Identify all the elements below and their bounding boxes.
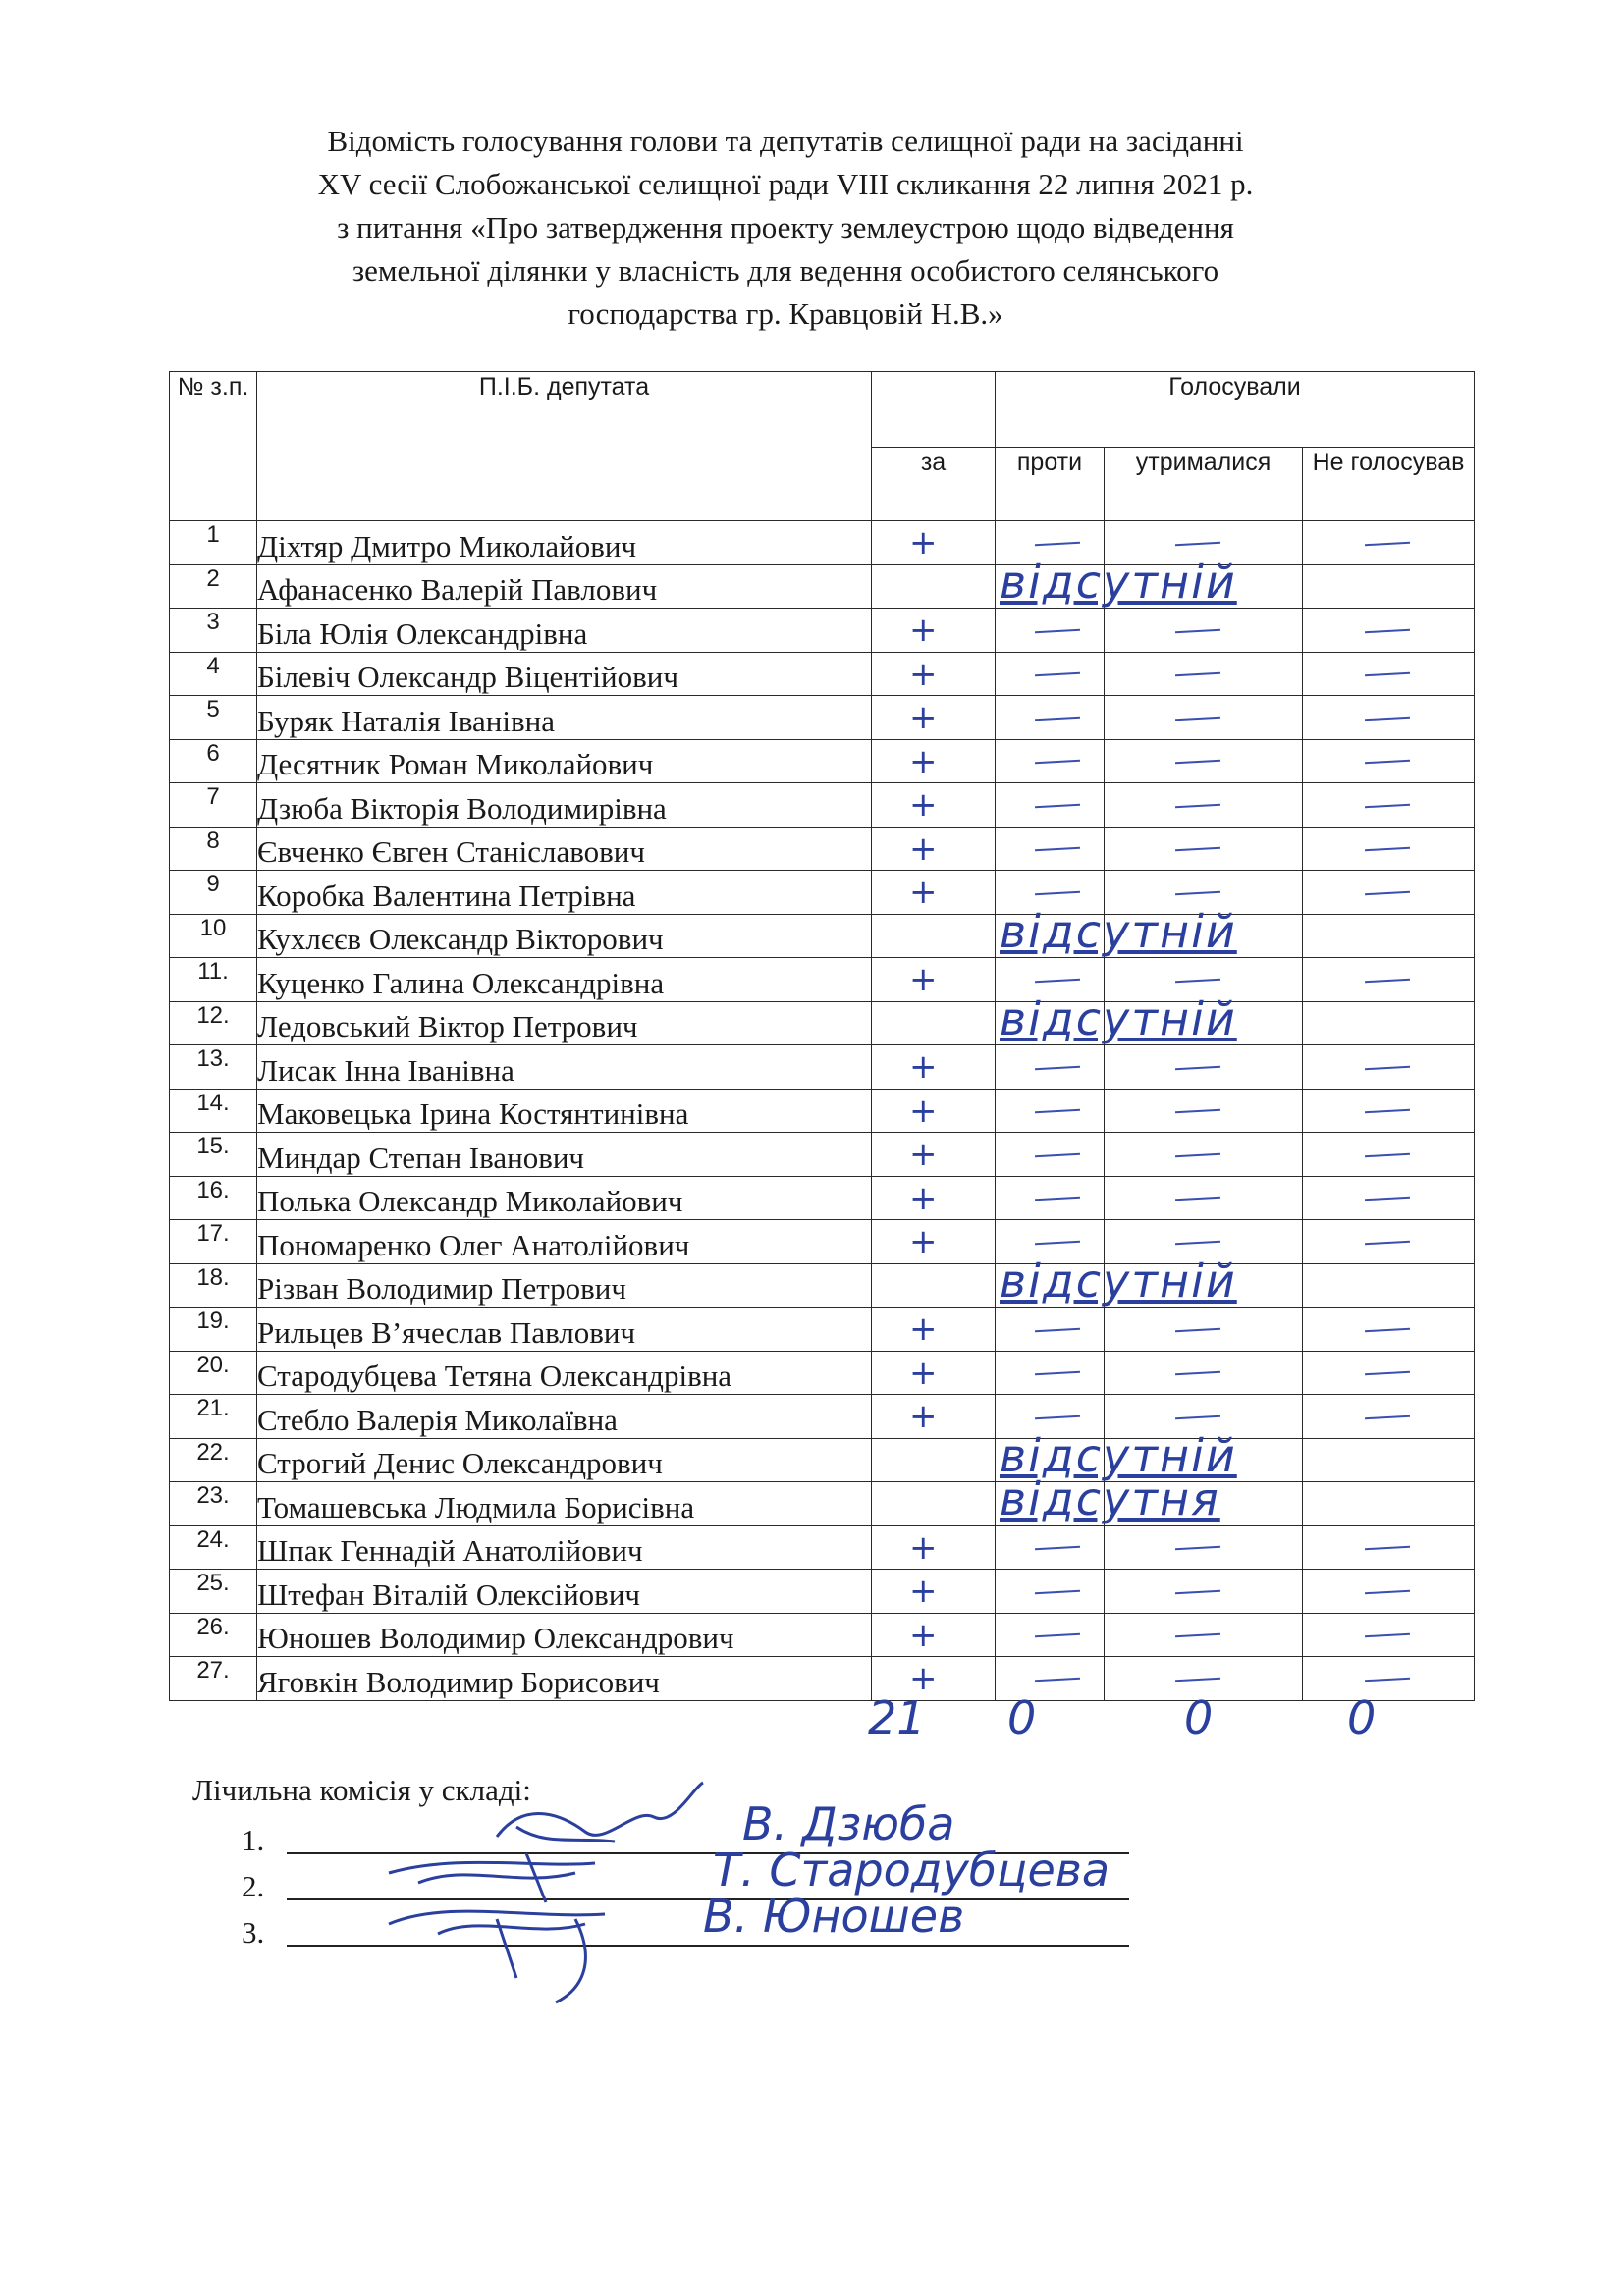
dash-mark xyxy=(1365,1109,1410,1113)
vote-against xyxy=(996,1525,1105,1570)
vote-abstained xyxy=(1105,1089,1303,1133)
table-row xyxy=(170,827,1475,871)
vote-for xyxy=(872,555,1237,609)
vote-mark: + xyxy=(909,828,938,869)
table-row xyxy=(170,1613,1475,1657)
dash-mark xyxy=(1035,1066,1080,1070)
voting-table xyxy=(169,371,1475,1701)
title-line: Відомість голосування голови та депутатів селищної ради на засіданні xyxy=(327,124,1244,158)
vote-mark: + xyxy=(909,1135,938,1174)
vote-abstained xyxy=(1105,696,1303,740)
vote-against xyxy=(996,1570,1105,1614)
vote-abstained xyxy=(1105,1176,1303,1220)
deputy-name: Пономаренко Олег Анатолійович xyxy=(257,1220,872,1264)
row-number: 23. xyxy=(170,1482,257,1526)
vote-mark: + xyxy=(909,1178,938,1218)
vote-not-voted xyxy=(1303,1438,1475,1482)
vote-for xyxy=(872,904,1237,958)
deputy-name: Куценко Галина Олександрівна xyxy=(257,958,872,1002)
dash-mark xyxy=(1035,847,1080,851)
row-number: 5 xyxy=(170,696,257,740)
dash-mark xyxy=(1175,1590,1220,1594)
vote-for xyxy=(872,696,996,740)
dash-mark xyxy=(1175,542,1220,546)
vote-for xyxy=(872,1395,996,1439)
vote-against xyxy=(996,1001,1105,1045)
vote-not-voted xyxy=(1303,871,1475,915)
vote-mark: + xyxy=(909,611,938,650)
deputy-name: Коробка Валентина Петрівна xyxy=(257,871,872,915)
deputy-name: Маковецька Ірина Костянтинівна xyxy=(257,1089,872,1133)
vote-for xyxy=(872,871,996,915)
vote-against xyxy=(996,827,1105,871)
dash-mark xyxy=(1035,672,1080,676)
vote-not-voted xyxy=(1303,652,1475,696)
row-number: 3 xyxy=(170,609,257,653)
dash-mark xyxy=(1035,891,1080,895)
table-row xyxy=(170,1395,1475,1439)
dash-mark xyxy=(1175,891,1220,895)
vote-against xyxy=(996,1613,1105,1657)
deputy-name: Стародубцева Тетяна Олександрівна xyxy=(257,1351,872,1395)
deputy-name: Стебло Валерія Миколаївна xyxy=(257,1395,872,1439)
dash-mark xyxy=(1175,1415,1220,1419)
deputy-name: Кухлєєв Олександр Вікторович xyxy=(257,914,872,958)
deputy-name: Шпак Геннадій Анатолійович xyxy=(257,1525,872,1570)
vote-for xyxy=(872,1428,1237,1482)
vote-against xyxy=(996,783,1105,828)
dash-mark xyxy=(1175,1066,1220,1070)
vote-mark: + xyxy=(909,960,938,999)
table-row xyxy=(170,564,1475,609)
table-row xyxy=(170,1133,1475,1177)
deputy-name: Миндар Степан Іванович xyxy=(257,1133,872,1177)
dash-mark xyxy=(1365,1415,1410,1419)
vote-against xyxy=(996,1176,1105,1220)
vote-for xyxy=(872,1045,996,1090)
vote-mark: + xyxy=(909,1527,938,1568)
vote-not-voted xyxy=(1303,1001,1475,1045)
dash-mark xyxy=(1035,1590,1080,1594)
row-number: 4 xyxy=(170,652,257,696)
dash-mark xyxy=(1175,1241,1220,1245)
table-row xyxy=(170,609,1475,653)
vote-not-voted xyxy=(1303,1089,1475,1133)
vote-for xyxy=(872,739,996,783)
vote-for xyxy=(872,521,996,565)
dash-mark xyxy=(1365,717,1410,721)
table-row xyxy=(170,521,1475,565)
line-number: 3. xyxy=(242,1915,265,1949)
dash-mark xyxy=(1035,1328,1080,1332)
vote-mark: + xyxy=(909,873,938,912)
row-number: 16. xyxy=(170,1176,257,1220)
vote-for xyxy=(872,1472,1220,1526)
vote-not-voted xyxy=(1303,1613,1475,1657)
vote-mark: + xyxy=(909,785,938,825)
dash-mark xyxy=(1365,1633,1410,1637)
vote-abstained xyxy=(1105,827,1303,871)
table-row xyxy=(170,1263,1475,1308)
vote-not-voted xyxy=(1303,1482,1475,1526)
document-title xyxy=(157,120,1414,336)
dash-mark xyxy=(1175,1109,1220,1113)
dash-mark xyxy=(1035,760,1080,764)
dash-mark xyxy=(1175,760,1220,764)
header-for: за xyxy=(872,448,996,521)
title-line: господарства гр. Кравцовій Н.В.» xyxy=(568,296,1003,331)
table-row xyxy=(170,1176,1475,1220)
row-number: 1 xyxy=(170,521,257,565)
row-number: 9 xyxy=(170,871,257,915)
vote-for xyxy=(872,609,996,653)
vote-for xyxy=(872,1133,996,1177)
dash-mark xyxy=(1365,1197,1410,1201)
row-number: 10 xyxy=(170,914,257,958)
table-row xyxy=(170,739,1475,783)
deputy-name: Буряк Наталія Іванівна xyxy=(257,696,872,740)
vote-abstained xyxy=(1105,1351,1303,1395)
dash-mark xyxy=(1175,1371,1220,1375)
dash-mark xyxy=(1035,1153,1080,1157)
row-number: 17. xyxy=(170,1220,257,1264)
deputy-name: Юношев Володимир Олександрович xyxy=(257,1613,872,1657)
vote-mark: + xyxy=(909,654,938,694)
dash-mark xyxy=(1175,1197,1220,1201)
row-number: 26. xyxy=(170,1613,257,1657)
dash-mark xyxy=(1035,1371,1080,1375)
vote-abstained xyxy=(1105,914,1303,958)
total-against: 0 xyxy=(1007,1691,1037,1744)
vote-not-voted xyxy=(1303,1220,1475,1264)
vote-abstained xyxy=(1105,609,1303,653)
table-row xyxy=(170,783,1475,828)
table-row xyxy=(170,1438,1475,1482)
vote-for xyxy=(872,1220,996,1264)
vote-not-voted xyxy=(1303,696,1475,740)
table-row xyxy=(170,958,1475,1002)
dash-mark xyxy=(1035,717,1080,721)
table-row xyxy=(170,696,1475,740)
dash-mark xyxy=(1365,979,1410,983)
vote-mark: + xyxy=(909,523,938,562)
dash-mark xyxy=(1035,1241,1080,1245)
dash-mark xyxy=(1035,979,1080,983)
line-number: 2. xyxy=(242,1869,265,1903)
deputy-name: Томашевська Людмила Борисівна xyxy=(257,1482,872,1526)
row-number: 19. xyxy=(170,1308,257,1352)
vote-against xyxy=(996,1089,1105,1133)
absent-note: відсутній xyxy=(1000,1254,1237,1308)
deputy-name: Дзюба Вікторія Володимирівна xyxy=(257,783,872,828)
row-number: 18. xyxy=(170,1263,257,1308)
title-line: XV сесії Слобожанської селищної ради VIII скликання 22 липня 2021 р. xyxy=(317,167,1254,201)
vote-abstained xyxy=(1105,1613,1303,1657)
vote-against xyxy=(996,652,1105,696)
row-number: 27. xyxy=(170,1657,257,1701)
vote-abstained xyxy=(1105,1308,1303,1352)
header-number: № з.п. xyxy=(170,372,257,521)
table-row xyxy=(170,1657,1475,1701)
vote-against xyxy=(996,1263,1105,1308)
dash-mark xyxy=(1365,804,1410,808)
commission-label: Лічильна комісія у складі: xyxy=(192,1773,531,1807)
dash-mark xyxy=(1365,1328,1410,1332)
row-number: 21. xyxy=(170,1395,257,1439)
vote-not-voted xyxy=(1303,1525,1475,1570)
vote-abstained xyxy=(1105,1263,1303,1308)
absent-note: відсутній xyxy=(1000,991,1237,1045)
dash-mark xyxy=(1175,629,1220,633)
row-number: 11. xyxy=(170,958,257,1002)
row-number: 15. xyxy=(170,1133,257,1177)
signature-name: В. Дзюба xyxy=(742,1797,955,1850)
vote-not-voted xyxy=(1303,1351,1475,1395)
vote-against xyxy=(996,609,1105,653)
vote-not-voted xyxy=(1303,564,1475,609)
row-number: 6 xyxy=(170,739,257,783)
dash-mark xyxy=(1365,847,1410,851)
dash-mark xyxy=(1365,1590,1410,1594)
vote-abstained xyxy=(1105,783,1303,828)
deputy-name: Ледовський Віктор Петрович xyxy=(257,1001,872,1045)
deputy-name: Біла Юлія Олександрівна xyxy=(257,609,872,653)
vote-for xyxy=(872,991,1237,1045)
absent-note: відсутній xyxy=(1000,904,1237,958)
vote-not-voted xyxy=(1303,1045,1475,1090)
total-for: 21 xyxy=(868,1691,926,1744)
dash-mark xyxy=(1365,672,1410,676)
vote-mark: + xyxy=(909,1091,938,1131)
vote-against xyxy=(996,1045,1105,1090)
table-row xyxy=(170,652,1475,696)
table-row xyxy=(170,1045,1475,1090)
vote-for xyxy=(872,1308,996,1352)
deputy-name: Діхтяр Дмитро Миколайович xyxy=(257,521,872,565)
table-row xyxy=(170,1220,1475,1264)
vote-mark: + xyxy=(909,1659,938,1698)
vote-not-voted xyxy=(1303,739,1475,783)
dash-mark xyxy=(1175,804,1220,808)
table-row xyxy=(170,1308,1475,1352)
deputy-name: Євченко Євген Станіславович xyxy=(257,827,872,871)
table-row xyxy=(170,1351,1475,1395)
deputy-name: Афанасенко Валерій Павлович xyxy=(257,564,872,609)
dash-mark xyxy=(1175,979,1220,983)
table-row xyxy=(170,1570,1475,1614)
line-number: 1. xyxy=(242,1823,265,1857)
table-row xyxy=(170,871,1475,915)
vote-for xyxy=(872,958,996,1002)
dash-mark xyxy=(1035,1633,1080,1637)
vote-mark: + xyxy=(909,1047,938,1087)
vote-for xyxy=(872,1525,996,1570)
deputy-name: Полька Олександр Миколайович xyxy=(257,1176,872,1220)
dash-mark xyxy=(1175,717,1220,721)
vote-against xyxy=(996,1482,1105,1526)
vote-abstained xyxy=(1105,564,1303,609)
dash-mark xyxy=(1365,629,1410,633)
dash-mark xyxy=(1365,1153,1410,1157)
row-number: 14. xyxy=(170,1089,257,1133)
signature-name: В. Юношев xyxy=(703,1890,965,1943)
header-not-voted: Не голосував xyxy=(1303,448,1475,521)
vote-abstained xyxy=(1105,1001,1303,1045)
total-abstained: 0 xyxy=(1184,1691,1214,1744)
dash-mark xyxy=(1035,1546,1080,1550)
vote-mark: + xyxy=(909,1572,938,1611)
dash-mark xyxy=(1035,1109,1080,1113)
vote-for xyxy=(872,652,996,696)
title-line: з питання «Про затвердження проекту землеустрою щодо відведення xyxy=(337,210,1234,244)
vote-for xyxy=(872,1176,996,1220)
vote-against xyxy=(996,696,1105,740)
dash-mark xyxy=(1175,1633,1220,1637)
dash-mark xyxy=(1175,1678,1220,1682)
vote-against xyxy=(996,1133,1105,1177)
dash-mark xyxy=(1035,1678,1080,1682)
row-number: 20. xyxy=(170,1351,257,1395)
vote-mark: + xyxy=(909,1615,938,1655)
vote-abstained xyxy=(1105,1045,1303,1090)
header-against: проти xyxy=(996,448,1105,521)
vote-abstained xyxy=(1105,652,1303,696)
row-number: 12. xyxy=(170,1001,257,1045)
commission-line xyxy=(192,1890,965,1955)
deputy-name: Яговкін Володимир Борисович xyxy=(257,1657,872,1701)
title-line: земельної ділянки у власність для ведення особистого селянського xyxy=(352,253,1219,288)
vote-against xyxy=(996,564,1105,609)
vote-for xyxy=(872,1570,996,1614)
row-number: 7 xyxy=(170,783,257,828)
vote-not-voted xyxy=(1303,1570,1475,1614)
header-name: П.І.Б. депутата xyxy=(257,372,872,521)
dash-mark xyxy=(1365,1678,1410,1682)
signature-name: Т. Стародубцева xyxy=(713,1843,1110,1896)
vote-mark: + xyxy=(909,698,938,737)
vote-not-voted xyxy=(1303,827,1475,871)
deputy-name: Десятник Роман Миколайович xyxy=(257,739,872,783)
row-number: 2 xyxy=(170,564,257,609)
vote-mark: + xyxy=(909,1353,938,1393)
vote-not-voted xyxy=(1303,1263,1475,1308)
vote-not-voted xyxy=(1303,1395,1475,1439)
vote-for xyxy=(872,1613,996,1657)
dash-mark xyxy=(1365,1066,1410,1070)
vote-not-voted xyxy=(1303,914,1475,958)
dash-mark xyxy=(1175,1546,1220,1550)
dash-mark xyxy=(1035,804,1080,808)
vote-against xyxy=(996,1351,1105,1395)
dash-mark xyxy=(1035,1415,1080,1419)
vote-abstained xyxy=(1105,1133,1303,1177)
vote-for xyxy=(872,1254,1237,1308)
row-number: 8 xyxy=(170,827,257,871)
row-number: 25. xyxy=(170,1570,257,1614)
table-row xyxy=(170,1482,1475,1526)
vote-for xyxy=(872,1089,996,1133)
total-not-voted: 0 xyxy=(1347,1691,1377,1744)
vote-not-voted xyxy=(1303,1133,1475,1177)
dash-mark xyxy=(1175,1328,1220,1332)
row-number: 24. xyxy=(170,1525,257,1570)
absent-note: відсутній xyxy=(1000,555,1237,609)
dash-mark xyxy=(1365,1546,1410,1550)
vote-mark: + xyxy=(909,1309,938,1349)
signature-scribble xyxy=(379,1880,693,2017)
vote-not-voted xyxy=(1303,958,1475,1002)
vote-not-voted xyxy=(1303,1308,1475,1352)
header-empty xyxy=(872,372,996,448)
dash-mark xyxy=(1035,1197,1080,1201)
dash-mark xyxy=(1175,672,1220,676)
absent-note: відсутня xyxy=(1000,1472,1220,1525)
dash-mark xyxy=(1365,891,1410,895)
table-row xyxy=(170,1001,1475,1045)
vote-not-voted xyxy=(1303,1657,1475,1701)
deputy-name: Різван Володимир Петрович xyxy=(257,1263,872,1308)
header-abstained: утрималися xyxy=(1105,448,1303,521)
vote-mark: + xyxy=(909,741,938,781)
dash-mark xyxy=(1035,542,1080,546)
vote-not-voted xyxy=(1303,521,1475,565)
table-row xyxy=(170,1525,1475,1570)
vote-not-voted xyxy=(1303,609,1475,653)
deputy-name: Лисак Інна Іванівна xyxy=(257,1045,872,1090)
vote-abstained xyxy=(1105,1525,1303,1570)
dash-mark xyxy=(1365,1241,1410,1245)
vote-against xyxy=(996,914,1105,958)
absent-note: відсутній xyxy=(1000,1428,1237,1482)
dash-mark xyxy=(1365,760,1410,764)
vote-not-voted xyxy=(1303,1176,1475,1220)
vote-mark: + xyxy=(909,1222,938,1261)
table-row xyxy=(170,1089,1475,1133)
row-number: 13. xyxy=(170,1045,257,1090)
dash-mark xyxy=(1365,1371,1410,1375)
deputy-name: Білевіч Олександр Віцентійович xyxy=(257,652,872,696)
deputy-name: Рильцев В’ячеслав Павлович xyxy=(257,1308,872,1352)
dash-mark xyxy=(1365,542,1410,546)
table-row xyxy=(170,914,1475,958)
row-number: 22. xyxy=(170,1438,257,1482)
vote-against xyxy=(996,1308,1105,1352)
dash-mark xyxy=(1175,847,1220,851)
vote-for xyxy=(872,1351,996,1395)
deputy-name: Штефан Віталій Олексійович xyxy=(257,1570,872,1614)
dash-mark xyxy=(1035,629,1080,633)
vote-for xyxy=(872,827,996,871)
vote-abstained xyxy=(1105,1482,1303,1526)
vote-against xyxy=(996,739,1105,783)
dash-mark xyxy=(1175,1153,1220,1157)
vote-abstained xyxy=(1105,1570,1303,1614)
header-voted: Голосували xyxy=(996,372,1475,448)
vote-mark: + xyxy=(909,1397,938,1436)
vote-abstained xyxy=(1105,739,1303,783)
vote-for xyxy=(872,783,996,828)
counting-commission xyxy=(192,1767,1110,1955)
deputy-name: Строгий Денис Олександрович xyxy=(257,1438,872,1482)
vote-not-voted xyxy=(1303,783,1475,828)
